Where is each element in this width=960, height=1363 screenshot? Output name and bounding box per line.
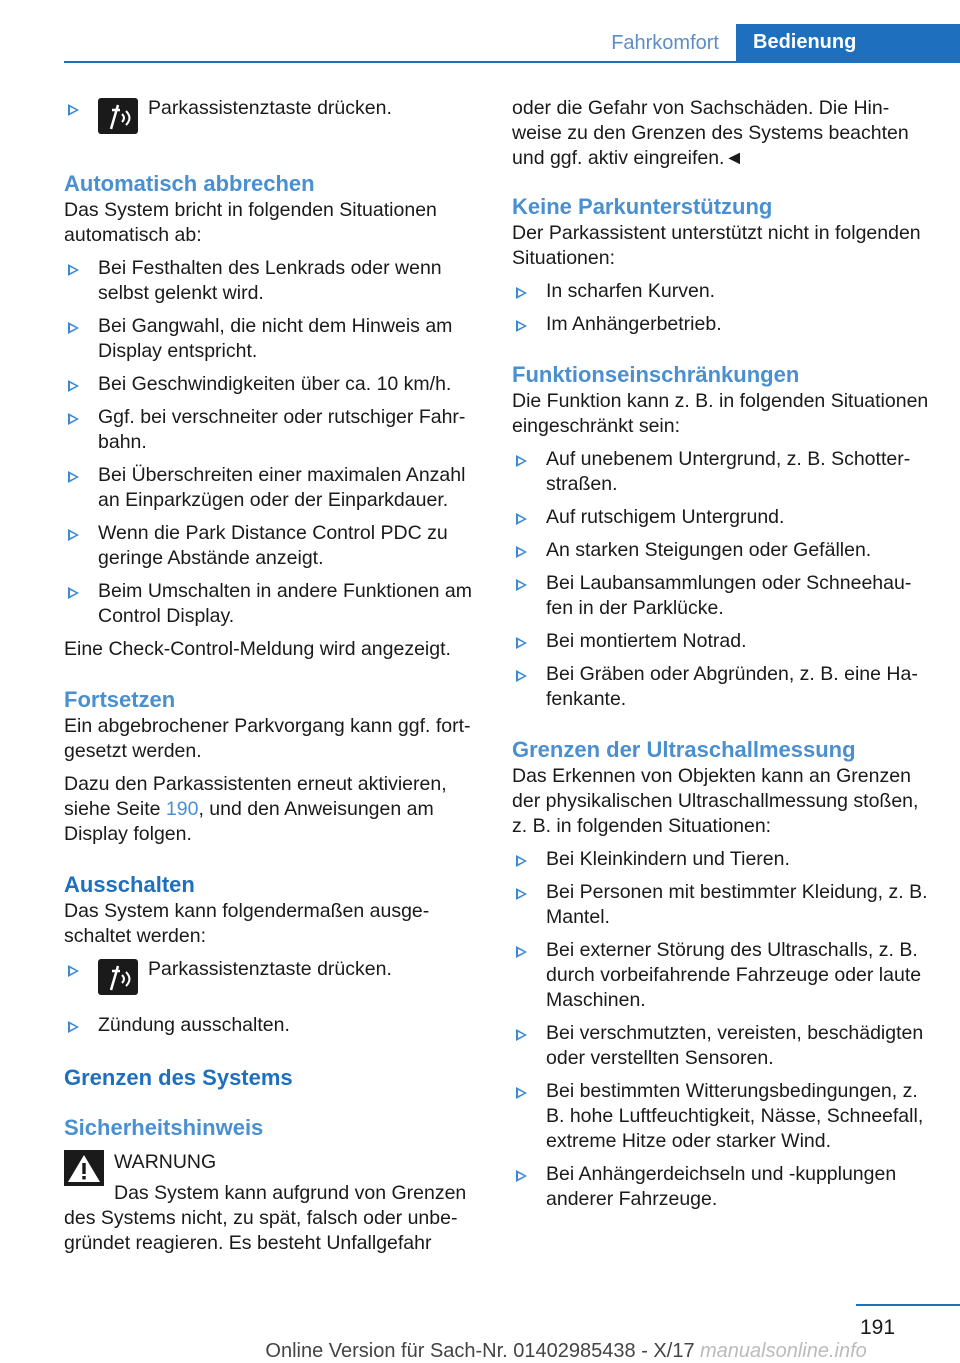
triangle-bullet-icon [68, 471, 79, 483]
list-item [512, 847, 930, 872]
paragraph: Das System kann folgendermaßen ausgeschaltet werden: [64, 900, 430, 947]
list-item-text: Auf rutschigem Untergrund. [546, 506, 785, 528]
triangle-bullet-icon [68, 264, 79, 276]
triangle-bullet-icon [516, 320, 527, 332]
parkbutton-list-1 [64, 96, 482, 142]
list-item-text: Bei externer Störung des Ultraschalls, z. B. durch vorbeifahrende Fahrzeuge oder laute Maschinen. [546, 939, 922, 1011]
list-item [64, 957, 482, 1003]
triangle-bullet-icon [516, 670, 527, 682]
heading-funktionseinschraenkungen: Funktionseinschränkungen [512, 362, 800, 387]
list-item-text: Ggf. bei verschneiter oder rutschiger Fahrbahn. [98, 406, 466, 453]
list-item-text: Bei Geschwindigkeiten über ca. 10 km/h. [98, 373, 452, 395]
auto-abort-list [64, 256, 482, 629]
paragraph: Die Funktion kann z. B. in folgenden Situationen eingeschränkt sein: [512, 390, 929, 437]
list-item-text: Auf unebenem Untergrund, z. B. Schotterstraßen. [546, 448, 911, 495]
paragraph-with-link [64, 772, 482, 847]
list-item-text: Beim Umschalten in andere Funktionen am Control Display. [98, 580, 472, 627]
triangle-bullet-icon [68, 587, 79, 599]
list-item-text: Bei montiertem Notrad. [546, 630, 747, 652]
list-item-text: An starken Steigungen oder Gefällen. [546, 539, 872, 561]
header-divider [64, 61, 960, 63]
list-item [64, 405, 482, 455]
list-item [512, 571, 930, 621]
triangle-bullet-icon [68, 380, 79, 392]
heading-fortsetzen: Fortsetzen [64, 687, 176, 712]
paragraph-continued: oder die Gefahr von Sachschäden. Die Hinweise zu den Grenzen des Systems beachten und ggf. aktiv eingreifen.◄ [512, 97, 909, 169]
list-item [512, 538, 930, 563]
list-item [512, 662, 930, 712]
park-assist-button-icon [98, 959, 138, 995]
no-support-list [512, 279, 930, 337]
list-item [512, 1162, 930, 1212]
list-item [512, 880, 930, 930]
section-tab-fahrkomfort[interactable]: Fahrkomfort [611, 32, 719, 54]
paragraph: Ein abgebrochener Parkvorgang kann ggf. fortgesetzt werden. [64, 715, 471, 762]
list-item-text: Bei Anhängerdeichseln und -kupplungen anderer Fahrzeuge. [546, 1163, 897, 1210]
triangle-bullet-icon [516, 455, 527, 467]
paragraph: Das System bricht in folgenden Situationen automatisch ab: [64, 199, 437, 246]
triangle-bullet-icon [516, 855, 527, 867]
heading-grenzen-des-systems: Grenzen des Systems [64, 1065, 293, 1090]
list-item [64, 372, 482, 397]
function-limits-list [512, 447, 930, 712]
paragraph: Der Parkassistent unterstützt nicht in folgenden Situationen: [512, 222, 921, 269]
text: , und den Anweisungen am Display folgen. [64, 798, 434, 845]
list-item [512, 279, 930, 304]
triangle-bullet-icon [516, 579, 527, 591]
warning-block [64, 1150, 482, 1256]
list-item [64, 521, 482, 571]
heading-ausschalten: Ausschalten [64, 872, 195, 897]
list-item-text: Bei Gräben oder Abgründen, z. B. eine Hafenkante. [546, 663, 918, 710]
list-item [512, 447, 930, 497]
page-number: 191 [860, 1316, 896, 1339]
list-item [512, 312, 930, 337]
list-item [64, 463, 482, 513]
list-item [512, 1079, 930, 1154]
ultrasonic-limits-list [512, 847, 930, 1212]
list-item [512, 1021, 930, 1071]
list-item [64, 579, 482, 629]
paragraph: Das Erkennen von Objekten kann an Grenzen der physikalischen Ultraschallmessung stoßen, z. B. in folgenden Situationen: [512, 765, 919, 837]
list-item-text: Bei Überschreiten einer maximalen Anzahl an Einparkzügen oder der Einparkdauer. [98, 464, 466, 511]
triangle-bullet-icon [516, 1087, 527, 1099]
triangle-bullet-icon [516, 946, 527, 958]
list-item-text: Bei Festhalten des Lenkrads oder wenn selbst gelenkt wird. [98, 257, 442, 304]
list-item [512, 629, 930, 654]
list-item [64, 96, 482, 142]
heading-grenzen-ultraschallmessung: Grenzen der Ultraschallmessung [512, 737, 856, 762]
switch-off-list [64, 957, 482, 1038]
triangle-bullet-icon [516, 1170, 527, 1182]
triangle-bullet-icon [68, 965, 79, 977]
triangle-bullet-icon [68, 322, 79, 334]
triangle-bullet-icon [516, 513, 527, 525]
list-item-text: In scharfen Kurven. [546, 280, 716, 302]
page-link[interactable]: 190 [165, 798, 199, 820]
warning-text: Das System kann aufgrund von Grenzen des Systems nicht, zu spät, falsch oder unbegründet reagieren. Es besteht Unfallgefahr [64, 1182, 467, 1254]
triangle-bullet-icon [516, 287, 527, 299]
warning-triangle-icon [64, 1150, 104, 1186]
watermark-text: manualsonline.info [700, 1340, 867, 1362]
park-assist-button-icon [98, 98, 138, 134]
list-item-text: Bei verschmutzten, vereisten, beschädigten oder verstellten Sensoren. [546, 1022, 924, 1069]
triangle-bullet-icon [516, 1029, 527, 1041]
list-item [64, 1013, 482, 1038]
right-column [512, 96, 930, 1220]
text: Dazu den Parkassistenten erneut aktivieren, siehe Seite [64, 773, 447, 820]
triangle-bullet-icon [68, 104, 79, 116]
list-item-text: Bei bestimmten Witterungsbedingungen, z. B. hohe Luftfeuchtigkeit, Nässe, Schneefall, extreme Hitze oder starker Wind. [546, 1080, 924, 1152]
heading-sicherheitshinweis: Sicherheitshinweis [64, 1115, 264, 1140]
list-item-text: Im Anhängerbetrieb. [546, 313, 722, 335]
paragraph-check-control: Eine Check-Control-Meldung wird angezeigt. [64, 638, 451, 660]
list-item-text: Bei Gangwahl, die nicht dem Hinweis am Display entspricht. [98, 315, 453, 362]
list-item-text: Bei Kleinkindern und Tieren. [546, 848, 790, 870]
online-version-note: Online Version für Sach-Nr. 01402985438 - X/17 [265, 1340, 695, 1362]
list-item-text: Zündung ausschalten. [98, 1014, 290, 1036]
list-item-text: Bei Personen mit bestimmter Kleidung, z. B. Mantel. [546, 881, 928, 928]
heading-automatisch-abbrechen: Automatisch abbrechen [64, 171, 315, 196]
list-item [64, 256, 482, 306]
list-item [64, 314, 482, 364]
footer-divider [856, 1304, 960, 1306]
warning-label: WARNUNG [114, 1151, 217, 1173]
triangle-bullet-icon [68, 1021, 79, 1033]
list-item-text: Parkassistenztaste drücken. [148, 97, 392, 119]
triangle-bullet-icon [516, 888, 527, 900]
list-item-text: Bei Laubansammlungen oder Schneehaufen in der Parklücke. [546, 572, 912, 619]
list-item [512, 938, 930, 1013]
triangle-bullet-icon [68, 413, 79, 425]
list-item-text: Parkassistenztaste drücken. [148, 958, 392, 980]
page-header [0, 0, 960, 62]
heading-keine-parkunterstuetzung: Keine Parkunterstützung [512, 194, 773, 219]
triangle-bullet-icon [516, 637, 527, 649]
list-item [512, 505, 930, 530]
left-column [64, 96, 482, 1256]
triangle-bullet-icon [516, 546, 527, 558]
section-tab-bedienung[interactable]: Bedienung [736, 24, 960, 62]
list-item-text: Wenn die Park Distance Control PDC zu geringe Abstände anzeigt. [98, 522, 448, 569]
triangle-bullet-icon [68, 529, 79, 541]
